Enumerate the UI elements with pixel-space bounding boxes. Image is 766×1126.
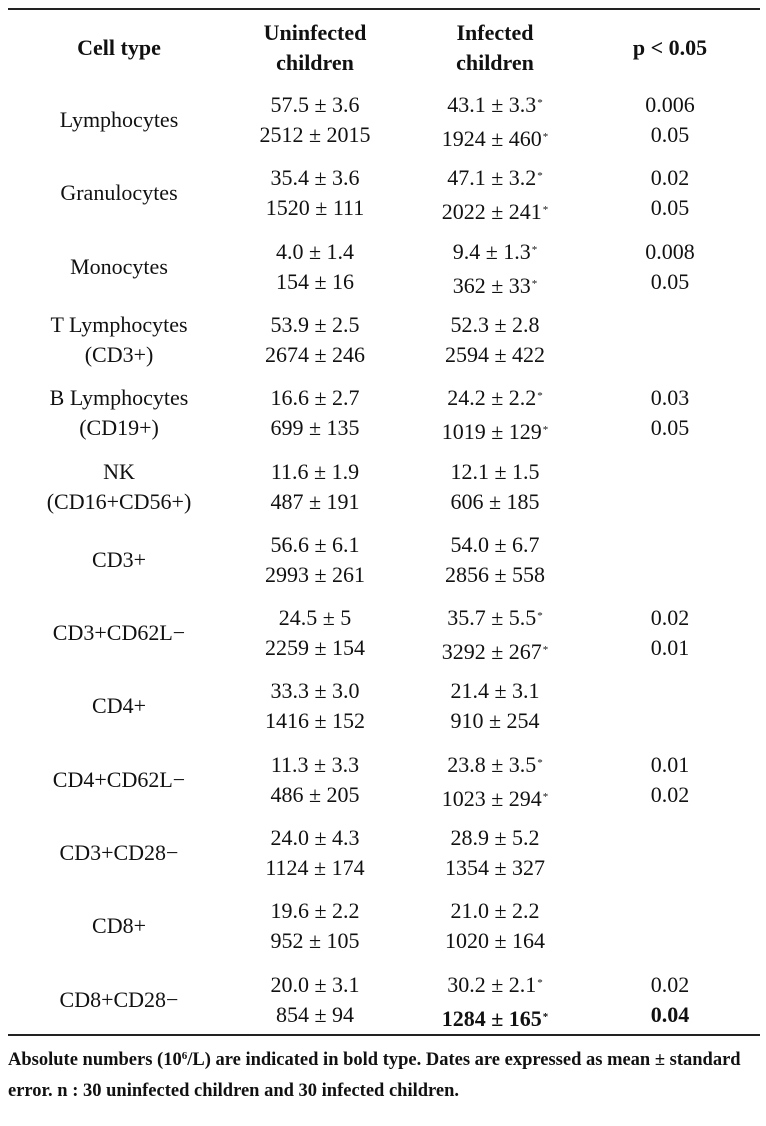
p-value-absolute-text: 0.05 (650, 268, 690, 294)
p-value-absolute (590, 1000, 750, 1030)
infected-percent (400, 530, 590, 560)
table-row (0, 530, 766, 602)
table-row (0, 310, 766, 382)
uninfected-absolute (230, 633, 400, 663)
footnote-part1: Absolute numbers (10 (8, 1050, 182, 1070)
uninfected-absolute-text: 2993 ± 261 (264, 561, 366, 587)
uninfected-absolute (230, 413, 400, 443)
cell-type-label-line1: NK (103, 458, 135, 484)
infected-percent-text: 52.3 ± 2.8 (450, 311, 540, 337)
cell-type-cell (8, 383, 230, 455)
uninfected-percent (230, 530, 400, 560)
infected-cell (400, 90, 590, 162)
uninfected-absolute-text: 854 ± 94 (275, 1001, 355, 1027)
cell-type-label-line1: Monocytes (70, 253, 168, 279)
header-p-value: p < 0.05 (632, 35, 708, 60)
table-row (0, 823, 766, 895)
uninfected-absolute-text: 1416 ± 152 (264, 708, 366, 734)
uninfected-cell (230, 896, 400, 968)
p-value-cell (590, 90, 750, 162)
table-row (0, 457, 766, 529)
infected-absolute (400, 417, 590, 451)
infected-cell (400, 383, 590, 455)
infected-absolute (400, 340, 590, 370)
uninfected-absolute (230, 780, 400, 810)
p-value-percent (590, 237, 750, 267)
significance-asterisk: * (531, 243, 538, 256)
cell-type-label-line1: CD4+ (92, 693, 146, 719)
significance-asterisk: * (542, 644, 549, 657)
p-value-absolute (590, 633, 750, 663)
p-value-cell (590, 896, 750, 968)
p-value-absolute-text: 0.02 (650, 781, 690, 807)
cell-type-cell (8, 530, 230, 602)
uninfected-cell (230, 90, 400, 162)
infected-absolute (400, 487, 590, 517)
uninfected-percent (230, 823, 400, 853)
cell-type-cell (8, 823, 230, 895)
uninfected-absolute (230, 560, 400, 590)
uninfected-absolute-text: 1520 ± 111 (265, 195, 365, 221)
header-uninfected-line2: children (276, 50, 354, 75)
cell-type-label (8, 970, 230, 1030)
uninfected-absolute-text: 2674 ± 246 (264, 341, 366, 367)
infected-percent-text: 47.1 ± 3.2 (447, 165, 537, 191)
table-row (0, 750, 766, 822)
infected-percent-text: 28.9 ± 5.2 (450, 825, 540, 850)
infected-percent-text: 54.0 ± 6.7 (450, 531, 540, 557)
uninfected-percent-text: 11.3 ± 3.3 (270, 751, 360, 777)
infected-cell (400, 163, 590, 235)
infected-cell (400, 970, 590, 1042)
p-value-absolute (590, 120, 750, 150)
infected-absolute (400, 197, 590, 231)
footnote-part2: /L) are indicated in bold type. Dates are expressed as mean ± standard error. n : 30 uninfected children and 30 infected children. (8, 1050, 741, 1101)
p-value-cell (590, 676, 750, 748)
uninfected-absolute-text: 2259 ± 154 (264, 635, 366, 661)
header-infected-line1: Infected (456, 20, 534, 45)
infected-cell (400, 530, 590, 602)
infected-cell (400, 603, 590, 675)
cell-type-label (8, 310, 230, 370)
uninfected-absolute (230, 267, 400, 297)
infected-absolute (400, 706, 590, 736)
p-value-percent-text: 0.006 (645, 92, 695, 117)
uninfected-absolute (230, 487, 400, 517)
cell-type-label (8, 383, 230, 443)
infected-cell (400, 896, 590, 968)
uninfected-absolute (230, 706, 400, 736)
header-cell-type: Cell type (77, 35, 161, 60)
uninfected-percent-text: 56.6 ± 6.1 (270, 531, 360, 557)
infected-absolute-text: 1354 ± 327 (444, 855, 546, 880)
cell-type-label-line1: CD3+ (92, 546, 146, 572)
uninfected-percent (230, 310, 400, 340)
uninfected-absolute-text: 487 ± 191 (270, 488, 360, 514)
infected-absolute (400, 1004, 590, 1038)
uninfected-absolute-text: 1124 ± 174 (265, 855, 365, 880)
cell-type-label-line1: B Lymphocytes (49, 385, 189, 411)
cell-type-label-line2: (CD16+CD56+) (46, 488, 192, 514)
header-uninfected-line1: Uninfected (263, 20, 367, 45)
uninfected-percent (230, 750, 400, 780)
p-value-percent (590, 163, 750, 193)
cell-type-label-line2: (CD19+) (79, 415, 159, 441)
uninfected-cell (230, 676, 400, 748)
infected-absolute-text: 1023 ± 294 (441, 785, 542, 811)
significance-asterisk: * (542, 1010, 549, 1023)
p-value-absolute (590, 267, 750, 297)
uninfected-percent (230, 383, 400, 413)
p-value-percent-text: 0.02 (650, 971, 690, 997)
uninfected-percent-text: 20.0 ± 3.1 (270, 971, 360, 997)
p-value-absolute-text: 0.05 (650, 122, 690, 147)
cell-type-label (8, 90, 230, 150)
infected-percent-text: 35.7 ± 5.5 (447, 605, 537, 631)
uninfected-absolute-text: 154 ± 16 (275, 268, 355, 294)
p-value-cell (590, 163, 750, 235)
infected-absolute-text: 3292 ± 267 (441, 639, 542, 665)
uninfected-percent (230, 457, 400, 487)
cell-type-cell (8, 237, 230, 309)
infected-percent-text: 24.2 ± 2.2 (447, 385, 537, 411)
infected-cell (400, 750, 590, 822)
cell-type-label (8, 163, 230, 223)
uninfected-percent (230, 237, 400, 267)
p-value-cell (590, 237, 750, 309)
cell-type-label-line1: CD3+CD28− (59, 840, 179, 865)
p-value-percent-text: 0.03 (650, 385, 690, 411)
p-value-percent-text: 0.008 (645, 238, 695, 264)
table-row (0, 603, 766, 675)
p-value-cell (590, 970, 750, 1042)
uninfected-absolute (230, 1000, 400, 1030)
p-value-absolute (590, 413, 750, 443)
cell-type-label-line1: CD3+CD62L− (52, 620, 186, 646)
significance-asterisk: * (537, 756, 543, 769)
infected-cell (400, 676, 590, 748)
p-value-cell (590, 457, 750, 529)
infected-percent-text: 9.4 ± 1.3 (452, 238, 531, 264)
uninfected-percent (230, 896, 400, 926)
p-value-cell (590, 823, 750, 895)
uninfected-cell (230, 310, 400, 382)
infected-percent (400, 163, 590, 197)
uninfected-percent-text: 57.5 ± 3.6 (270, 92, 360, 117)
significance-asterisk: * (531, 277, 538, 290)
uninfected-cell (230, 383, 400, 455)
uninfected-absolute-text: 486 ± 205 (270, 781, 360, 807)
uninfected-percent-text: 4.0 ± 1.4 (275, 238, 355, 264)
uninfected-percent (230, 603, 400, 633)
infected-percent-text: 12.1 ± 1.5 (450, 458, 540, 484)
p-value-percent (590, 750, 750, 780)
uninfected-percent-text: 33.3 ± 3.0 (270, 678, 360, 704)
infected-percent (400, 310, 590, 340)
p-value-percent (590, 603, 750, 633)
uninfected-cell (230, 530, 400, 602)
uninfected-percent (230, 163, 400, 193)
table-top-rule (8, 8, 760, 10)
significance-asterisk: * (542, 204, 549, 217)
uninfected-cell (230, 163, 400, 235)
infected-percent (400, 603, 590, 637)
table-row (0, 90, 766, 162)
table-row (0, 676, 766, 748)
infected-percent (400, 823, 590, 853)
infected-percent (400, 970, 590, 1004)
p-value-percent (590, 970, 750, 1000)
significance-asterisk: * (537, 610, 543, 623)
infected-percent (400, 90, 590, 124)
cell-type-cell (8, 310, 230, 382)
p-value-percent-text: 0.01 (650, 751, 690, 777)
infected-cell (400, 823, 590, 895)
infected-absolute (400, 560, 590, 590)
p-value-cell (590, 530, 750, 602)
p-value-absolute (590, 780, 750, 810)
uninfected-absolute (230, 926, 400, 956)
cell-type-label (8, 530, 230, 590)
p-value-percent (590, 90, 750, 120)
infected-percent (400, 383, 590, 417)
infected-percent (400, 896, 590, 926)
infected-absolute-text: 1020 ± 164 (444, 928, 546, 954)
uninfected-cell (230, 457, 400, 529)
cell-type-label (8, 457, 230, 517)
infected-absolute-text: 2594 ± 422 (444, 341, 546, 367)
significance-asterisk: * (542, 790, 549, 803)
uninfected-percent (230, 676, 400, 706)
infected-absolute (400, 271, 590, 305)
uninfected-percent (230, 970, 400, 1000)
p-value-absolute-text: 0.01 (650, 635, 690, 661)
infected-percent (400, 237, 590, 271)
footnote (8, 1046, 766, 1106)
infected-percent-text: 21.0 ± 2.2 (450, 898, 540, 924)
cell-type-cell (8, 750, 230, 822)
infected-absolute-text: 606 ± 185 (450, 488, 540, 514)
cell-type-cell (8, 603, 230, 675)
cell-type-cell (8, 90, 230, 162)
cell-type-label (8, 603, 230, 663)
infected-percent (400, 750, 590, 784)
cell-type-label (8, 750, 230, 810)
significance-asterisk: * (537, 97, 543, 109)
infected-percent-text: 43.1 ± 3.3 (447, 92, 537, 117)
cell-type-cell (8, 457, 230, 529)
significance-asterisk: * (537, 170, 543, 183)
uninfected-absolute (230, 193, 400, 223)
uninfected-cell (230, 823, 400, 895)
cell-type-label (8, 676, 230, 736)
infected-absolute-text: 362 ± 33 (452, 272, 531, 298)
footnote-sup: 6 (181, 1050, 188, 1062)
uninfected-cell (230, 237, 400, 309)
uninfected-percent-text: 16.6 ± 2.7 (270, 385, 360, 411)
infected-absolute-text: 2022 ± 241 (441, 199, 542, 225)
infected-percent-text: 23.8 ± 3.5 (447, 751, 537, 777)
p-value-cell (590, 750, 750, 822)
significance-asterisk: * (542, 131, 549, 143)
header-infected (400, 18, 590, 78)
significance-asterisk: * (537, 976, 543, 989)
cell-type-label (8, 237, 230, 297)
uninfected-percent-text: 24.5 ± 5 (278, 605, 352, 631)
p-value-percent (590, 383, 750, 413)
table-row (0, 896, 766, 968)
table-row (0, 237, 766, 309)
infected-absolute-text: 1924 ± 460 (441, 126, 542, 151)
infected-cell (400, 237, 590, 309)
infected-percent (400, 457, 590, 487)
uninfected-percent-text: 19.6 ± 2.2 (270, 898, 360, 924)
p-value-percent-text: 0.02 (650, 605, 690, 631)
cell-type-label-line1: CD8+ (92, 913, 146, 939)
uninfected-absolute-text: 699 ± 135 (270, 415, 360, 441)
uninfected-percent-text: 53.9 ± 2.5 (270, 311, 360, 337)
cell-type-cell (8, 163, 230, 235)
p-value-absolute-text: 0.05 (650, 195, 690, 221)
uninfected-cell (230, 603, 400, 675)
uninfected-absolute (230, 340, 400, 370)
uninfected-cell (230, 750, 400, 822)
table-row (0, 163, 766, 235)
significance-asterisk: * (542, 424, 549, 437)
cell-type-label (8, 823, 230, 883)
cell-type-cell (8, 676, 230, 748)
infected-percent-text: 30.2 ± 2.1 (447, 971, 537, 997)
cell-type-cell (8, 896, 230, 968)
p-value-absolute-text: 0.05 (650, 415, 690, 441)
infected-cell (400, 310, 590, 382)
uninfected-absolute-text: 952 ± 105 (270, 928, 360, 954)
uninfected-percent-text: 11.6 ± 1.9 (270, 458, 360, 484)
uninfected-percent (230, 90, 400, 120)
infected-absolute-text: 910 ± 254 (450, 708, 540, 734)
infected-absolute (400, 637, 590, 671)
p-value-absolute-text: 0.04 (650, 1001, 690, 1027)
infected-absolute-text: 2856 ± 558 (444, 561, 546, 587)
cell-type-label-line1: CD8+CD28− (59, 986, 179, 1012)
p-value-cell (590, 383, 750, 455)
infected-absolute (400, 926, 590, 956)
infected-absolute-text: 1284 ± 165 (441, 1005, 542, 1031)
table-bottom-rule (8, 1034, 760, 1036)
infected-absolute-text: 1019 ± 129 (441, 419, 542, 445)
infected-absolute (400, 784, 590, 818)
table-row (0, 383, 766, 455)
cell-type-label-line1: Lymphocytes (59, 107, 179, 132)
infected-absolute (400, 124, 590, 158)
uninfected-percent-text: 24.0 ± 4.3 (270, 825, 360, 850)
uninfected-absolute (230, 853, 400, 883)
p-value-cell (590, 310, 750, 382)
header-uninfected (230, 18, 400, 78)
infected-absolute (400, 853, 590, 883)
header-infected-line2: children (456, 50, 534, 75)
uninfected-absolute-text: 2512 ± 2015 (259, 122, 371, 147)
table-row (0, 970, 766, 1042)
cell-type-label-line1: Granulocytes (60, 180, 178, 206)
infected-cell (400, 457, 590, 529)
cell-type-label-line2: (CD3+) (84, 341, 154, 367)
cell-type-label-line1: T Lymphocytes (50, 311, 188, 337)
p-value-cell (590, 603, 750, 675)
cell-type-label-line1: CD4+CD62L− (52, 766, 186, 792)
p-value-absolute (590, 193, 750, 223)
uninfected-absolute (230, 120, 400, 150)
cell-type-label (8, 896, 230, 956)
cell-type-cell (8, 970, 230, 1042)
significance-asterisk: * (537, 390, 543, 403)
p-value-percent-text: 0.02 (650, 165, 690, 191)
infected-percent-text: 21.4 ± 3.1 (450, 678, 540, 704)
infected-percent (400, 676, 590, 706)
uninfected-cell (230, 970, 400, 1042)
uninfected-percent-text: 35.4 ± 3.6 (270, 165, 360, 191)
